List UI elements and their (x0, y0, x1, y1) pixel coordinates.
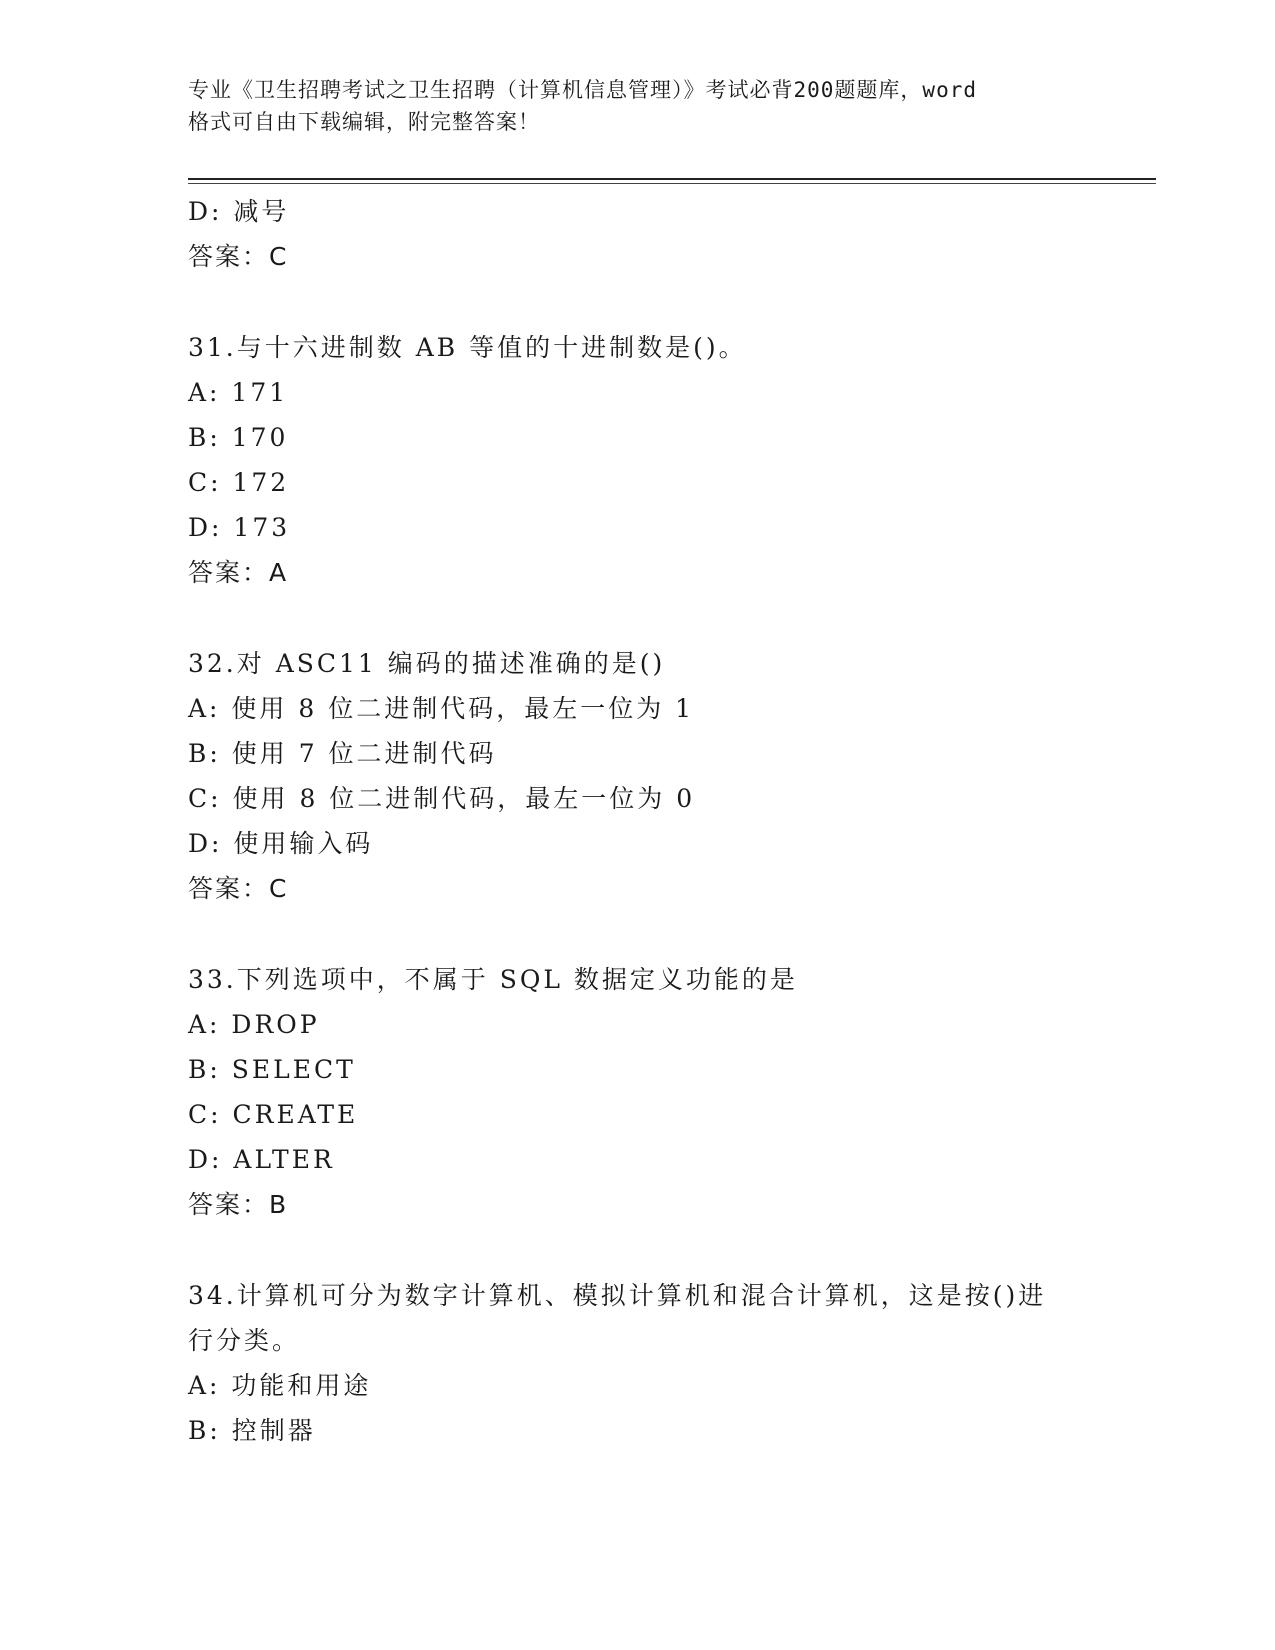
option-b: B: SELECT (188, 1055, 356, 1084)
option-d: D: ALTER (188, 1145, 335, 1174)
option-c: C: 使用 8 位二进制代码，最左一位为 0 (188, 784, 696, 813)
prev-answer: 答案：C (188, 242, 289, 271)
header-divider-thick (188, 178, 1156, 180)
option-a: A: 功能和用途 (188, 1371, 372, 1400)
question-31 (188, 325, 1088, 595)
option-d: D: 173 (188, 513, 291, 542)
option-c: C: 172 (188, 468, 290, 497)
option-b: B: 控制器 (188, 1416, 316, 1445)
question-content (188, 189, 1088, 1453)
header-divider-thin (188, 183, 1156, 184)
prev-option-d: D: 减号 (188, 197, 290, 226)
question-text-line-1: 34.计算机可分为数字计算机、模拟计算机和混合计算机，这是按()进 (188, 1281, 1047, 1310)
header-title-line-2: 格式可自由下载编辑，附完整答案！ (188, 110, 540, 134)
option-b: B: 170 (188, 423, 289, 452)
option-d: D: 使用输入码 (188, 829, 374, 858)
question-33 (188, 957, 1088, 1227)
question-text: 31.与十六进制数 AB 等值的十进制数是()。 (188, 333, 747, 362)
question-text: 33.下列选项中，不属于 SQL 数据定义功能的是 (188, 965, 798, 994)
answer: 答案：B (188, 1190, 289, 1219)
answer: 答案：C (188, 874, 289, 903)
option-a: A: 使用 8 位二进制代码，最左一位为 1 (188, 694, 695, 723)
question-34 (188, 1273, 1088, 1453)
option-a: A: DROP (188, 1010, 320, 1039)
question-32 (188, 641, 1088, 911)
option-c: C: CREATE (188, 1100, 359, 1129)
option-a: A: 171 (188, 378, 289, 407)
question-text-line-2: 行分类。 (188, 1326, 301, 1355)
option-b: B: 使用 7 位二进制代码 (188, 739, 497, 768)
question-text: 32.对 ASC11 编码的描述准确的是() (188, 649, 666, 678)
header-title-line-1: 专业《卫生招聘考试之卫生招聘（计算机信息管理）》考试必背200题题库，word (188, 78, 977, 102)
page-header (188, 74, 1088, 138)
answer: 答案：A (188, 558, 289, 587)
